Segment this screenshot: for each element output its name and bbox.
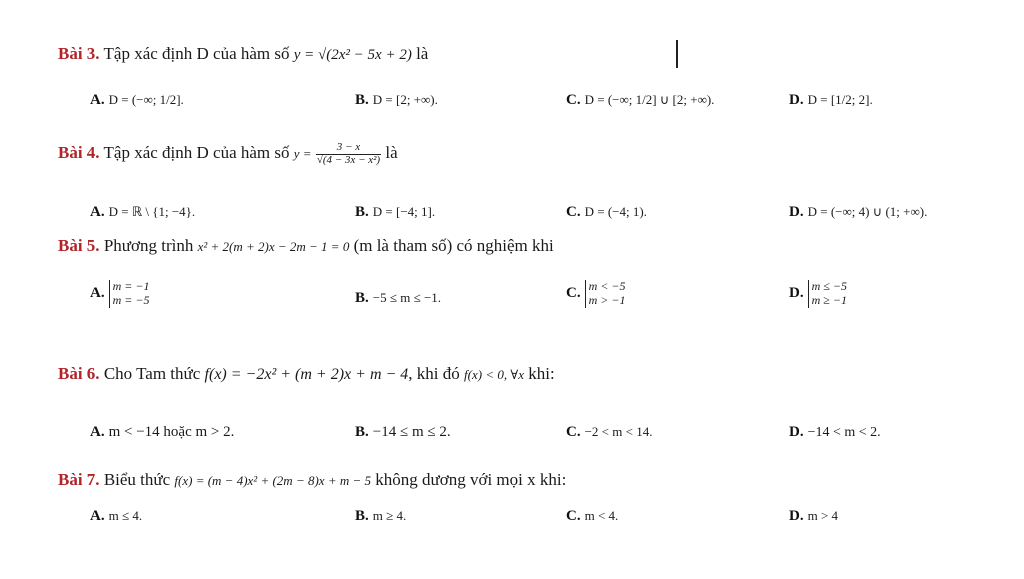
q3-option-c[interactable] <box>566 92 714 109</box>
option-expr: m ≥ 4. <box>372 508 407 523</box>
text-cursor <box>676 40 678 68</box>
option-expr: −14 < m < 2. <box>807 425 881 440</box>
question-text: Phương trình <box>103 236 194 255</box>
q7-option-c[interactable] <box>566 508 618 525</box>
q6-option-a[interactable] <box>90 424 234 441</box>
question-tail: khi: <box>528 364 555 383</box>
question-mid: , khi đó <box>408 364 460 383</box>
option-label: C. <box>566 424 581 440</box>
q3-option-b[interactable] <box>355 92 438 109</box>
option-label: A. <box>90 424 105 440</box>
option-label: B. <box>355 290 369 306</box>
question-text: Tập xác định D của hàm số <box>103 142 290 162</box>
question-formula: f(x) = −2x² + (m + 2)x + m − 4 <box>204 366 409 383</box>
q5-option-d[interactable] <box>789 280 847 308</box>
option-label: B. <box>355 92 369 108</box>
option-expr: m > 4 <box>807 508 839 523</box>
system-line-2: m ≥ −1 <box>811 292 847 307</box>
option-label: B. <box>355 204 369 220</box>
q7-option-a[interactable] <box>90 508 142 525</box>
option-label: C. <box>566 92 581 108</box>
option-expr: m < 4. <box>584 508 619 523</box>
question-5 <box>58 236 554 256</box>
question-number: Bài 7. <box>58 470 100 489</box>
fraction-denominator: √(4 − 3x − x²) <box>316 153 381 166</box>
option-label: A. <box>90 204 105 220</box>
question-text: Tập xác định D của hàm số <box>103 44 290 63</box>
system-line-1: m = −1 <box>112 279 150 293</box>
option-expr: −5 ≤ m ≤ −1. <box>372 290 442 305</box>
question-tail: không dương với mọi x khi: <box>375 470 567 489</box>
system-line-2: m > −1 <box>588 292 626 307</box>
q5-option-b[interactable] <box>355 290 441 307</box>
formula-lhs: y = <box>293 145 312 161</box>
q4-option-d[interactable] <box>789 204 927 221</box>
option-label: B. <box>355 508 369 524</box>
question-3 <box>58 44 428 64</box>
question-text: Biểu thức <box>103 470 171 489</box>
option-label: A. <box>90 508 105 524</box>
question-4 <box>58 142 398 166</box>
q6-option-c[interactable] <box>566 424 652 441</box>
option-label: D. <box>789 204 804 220</box>
system-line-1: m < −5 <box>588 279 626 293</box>
option-expr: m < −14 hoặc m > 2. <box>108 424 235 440</box>
option-label: A. <box>90 284 105 301</box>
option-label: C. <box>566 508 581 524</box>
question-tail: (m là tham số) có nghiệm khi <box>353 236 554 255</box>
question-tail: là <box>385 142 398 162</box>
q7-option-d[interactable] <box>789 508 838 525</box>
q3-option-a[interactable] <box>90 92 184 109</box>
option-expr: D = (−∞; 1/2] ∪ [2; +∞). <box>584 92 715 107</box>
q4-option-a[interactable] <box>90 204 195 221</box>
system-line-1: m ≤ −5 <box>811 279 847 293</box>
option-expr: D = [−4; 1]. <box>372 204 436 219</box>
option-label: C. <box>566 284 581 301</box>
option-label: D. <box>789 284 804 301</box>
option-label: B. <box>355 424 369 440</box>
option-expr: D = [1/2; 2]. <box>807 92 873 107</box>
q4-option-c[interactable] <box>566 204 647 221</box>
question-number: Bài 5. <box>58 236 100 255</box>
option-system <box>585 280 626 308</box>
option-label: D. <box>789 92 804 108</box>
q5-option-a[interactable] <box>90 280 149 308</box>
option-expr: D = (−∞; 1/2]. <box>108 92 184 107</box>
option-expr: −2 < m < 14. <box>584 424 653 439</box>
option-expr: m ≤ 4. <box>108 508 143 523</box>
option-expr: D = (−∞; 4) ∪ (1; +∞). <box>807 204 928 219</box>
option-label: A. <box>90 92 105 108</box>
question-6 <box>58 364 555 384</box>
q6-option-b[interactable] <box>355 424 451 441</box>
question-text: Cho Tam thức <box>103 364 201 383</box>
formula-fraction <box>316 142 381 166</box>
question-formula: f(x) = (m − 4)x² + (2m − 8)x + m − 5 <box>174 473 371 488</box>
question-formula: x² + 2(m + 2)x − 2m − 1 = 0 <box>197 239 350 254</box>
option-expr: D = (−4; 1). <box>584 204 647 219</box>
q3-option-d[interactable] <box>789 92 873 109</box>
q7-option-b[interactable] <box>355 508 406 525</box>
question-tail: là <box>416 44 429 63</box>
option-expr: −14 ≤ m ≤ 2. <box>372 424 451 440</box>
option-system <box>109 280 150 308</box>
option-expr: D = [2; +∞). <box>372 92 438 107</box>
q6-option-d[interactable] <box>789 424 881 441</box>
question-number: Bài 4. <box>58 142 100 162</box>
system-line-2: m = −5 <box>112 292 150 307</box>
option-label: C. <box>566 204 581 220</box>
question-number: Bài 3. <box>58 44 100 63</box>
question-formula: y = √(2x² − 5x + 2) <box>293 47 412 63</box>
question-condition: f(x) < 0, ∀x <box>464 367 524 382</box>
option-expr: D = ℝ \ {1; −4}. <box>108 204 196 219</box>
q4-option-b[interactable] <box>355 204 435 221</box>
option-label: D. <box>789 424 804 440</box>
question-number: Bài 6. <box>58 364 100 383</box>
option-system <box>808 280 847 308</box>
question-7 <box>58 470 566 490</box>
option-label: D. <box>789 508 804 524</box>
fraction-numerator: 3 − x <box>316 142 381 155</box>
q5-option-c[interactable] <box>566 280 625 308</box>
